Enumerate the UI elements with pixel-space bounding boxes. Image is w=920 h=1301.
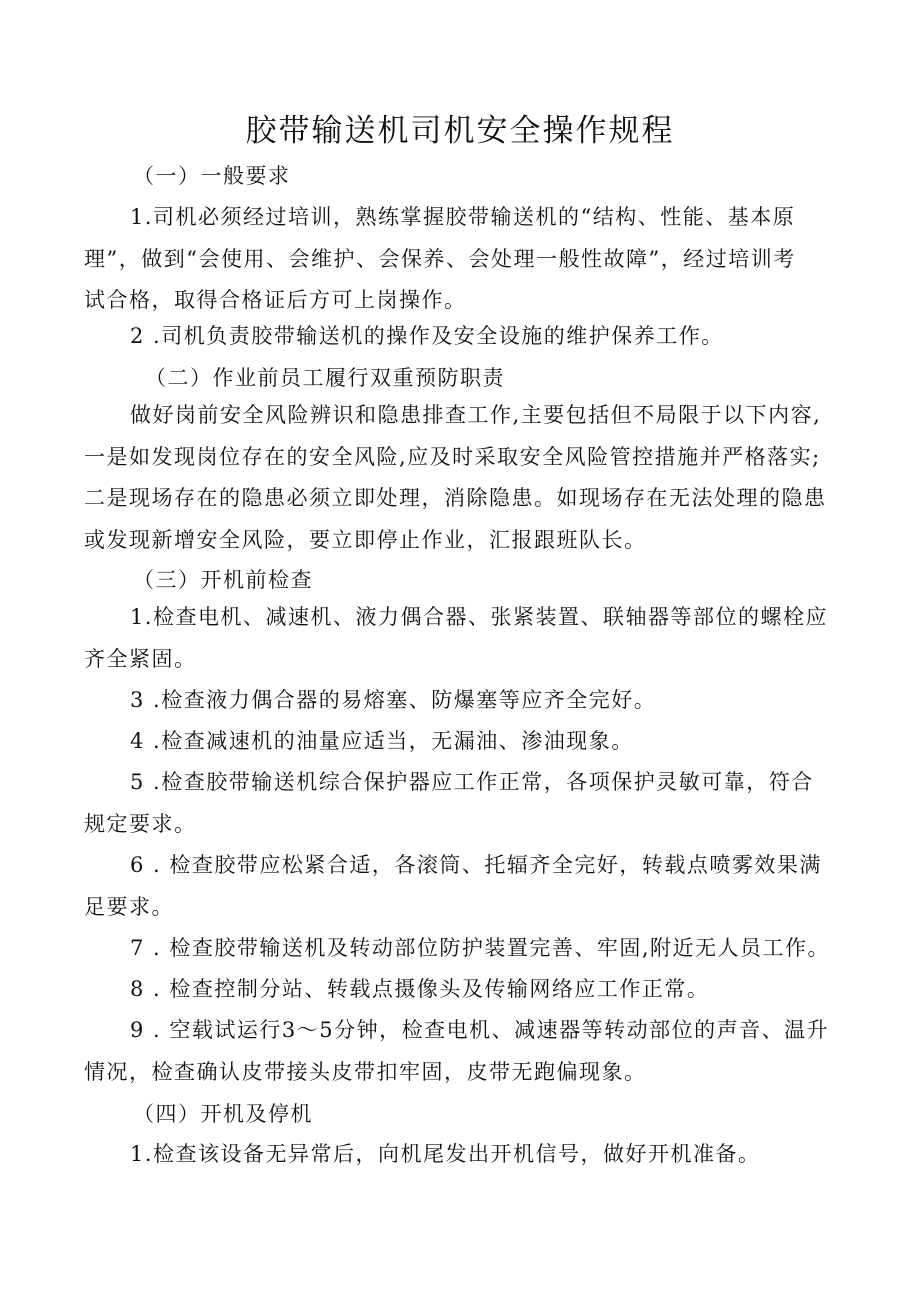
- section-heading-pre-start-check: （三）开机前检查: [133, 568, 313, 592]
- section-heading-start-stop: （四）开机及停机: [133, 1102, 313, 1126]
- paragraph-line: 规定要求。: [84, 811, 197, 836]
- paragraph: [84, 1010, 829, 1093]
- paragraph-line: 2 .司机负责胶带输送机的操作及安全设施的维护保养工作。: [130, 324, 724, 348]
- paragraph-line: 一是如发现岗位存在的安全风险,应及时采取安全风险管控措施并严格落实;: [84, 444, 821, 469]
- paragraph-line: 做好岗前安全风险辨识和隐患排查工作,主要包括但不局限于以下内容,: [130, 403, 822, 427]
- paragraph: [130, 928, 830, 970]
- paragraph-line: 足要求。: [84, 894, 174, 919]
- paragraph-line: 5 .检查胶带输送机综合保护器应工作正常，各项保护灵敏可靠，符合: [130, 770, 814, 794]
- paragraph-line: 7 . 检查胶带输送机及转动部位防护装置完善、牢固,附近无人员工作。: [130, 936, 831, 960]
- paragraph-line: 情况，检查确认皮带接头皮带扣牢固，皮带无跑偏现象。: [84, 1059, 647, 1084]
- paragraph: [130, 1134, 761, 1176]
- paragraph-line: 理”，做到“会使用、会维护、会保养、会处理一般性故障”，经过培训考: [84, 246, 796, 271]
- paragraph: [130, 969, 709, 1011]
- paragraph: [84, 395, 827, 561]
- paragraph: [84, 197, 796, 322]
- section-heading-general: （一）一般要求: [133, 164, 291, 188]
- section-heading-dual-prevention: （二）作业前员工履行双重预防职责: [145, 366, 505, 390]
- paragraph-line: 1.检查电机、减速机、液力偶合器、张紧装置、联轴器等部位的螺栓应: [130, 605, 829, 629]
- paragraph-line: 齐全紧固。: [84, 646, 197, 671]
- paragraph: [84, 597, 828, 680]
- paragraph-line: 1.司机必须经过培训，熟练掌握胶带输送机的“结构、性能、基本原: [130, 205, 796, 229]
- paragraph: [130, 721, 634, 763]
- paragraph-line: 6 . 检查胶带应松紧合适，各滚筒、托辐齐全完好，转载点喷雾效果满: [130, 853, 822, 877]
- paragraph-line: 3 .检查液力偶合器的易熔塞、防爆塞等应齐全完好。: [130, 688, 657, 712]
- paragraph-line: 1.检查该设备无异常后，向机尾发出开机信号，做好开机准备。: [130, 1142, 761, 1166]
- paragraph-line: 或发现新增安全风险，要立即停止作业，汇报跟班队长。: [84, 527, 647, 552]
- paragraph: [130, 316, 724, 358]
- document-title: 胶带输送机司机安全操作规程: [245, 113, 675, 149]
- paragraph-line: 试合格，取得合格证后方可上岗操作。: [84, 288, 467, 312]
- paragraph-line: 二是现场存在的隐患必须立即处理，消除隐患。如现场存在无法处理的隐患: [84, 486, 827, 510]
- paragraph: [130, 680, 656, 722]
- paragraph: [84, 762, 814, 845]
- paragraph: [84, 845, 822, 928]
- paragraph-line: 4 .检查减速机的油量应适当，无漏油、渗油现象。: [130, 729, 634, 753]
- paragraph-line: 8 . 检查控制分站、转载点摄像头及传输网络应工作正常。: [130, 977, 710, 1001]
- paragraph-line: 9 . 空载试运行3～5分钟，检查电机、减速器等转动部位的声音、温升: [130, 1018, 830, 1042]
